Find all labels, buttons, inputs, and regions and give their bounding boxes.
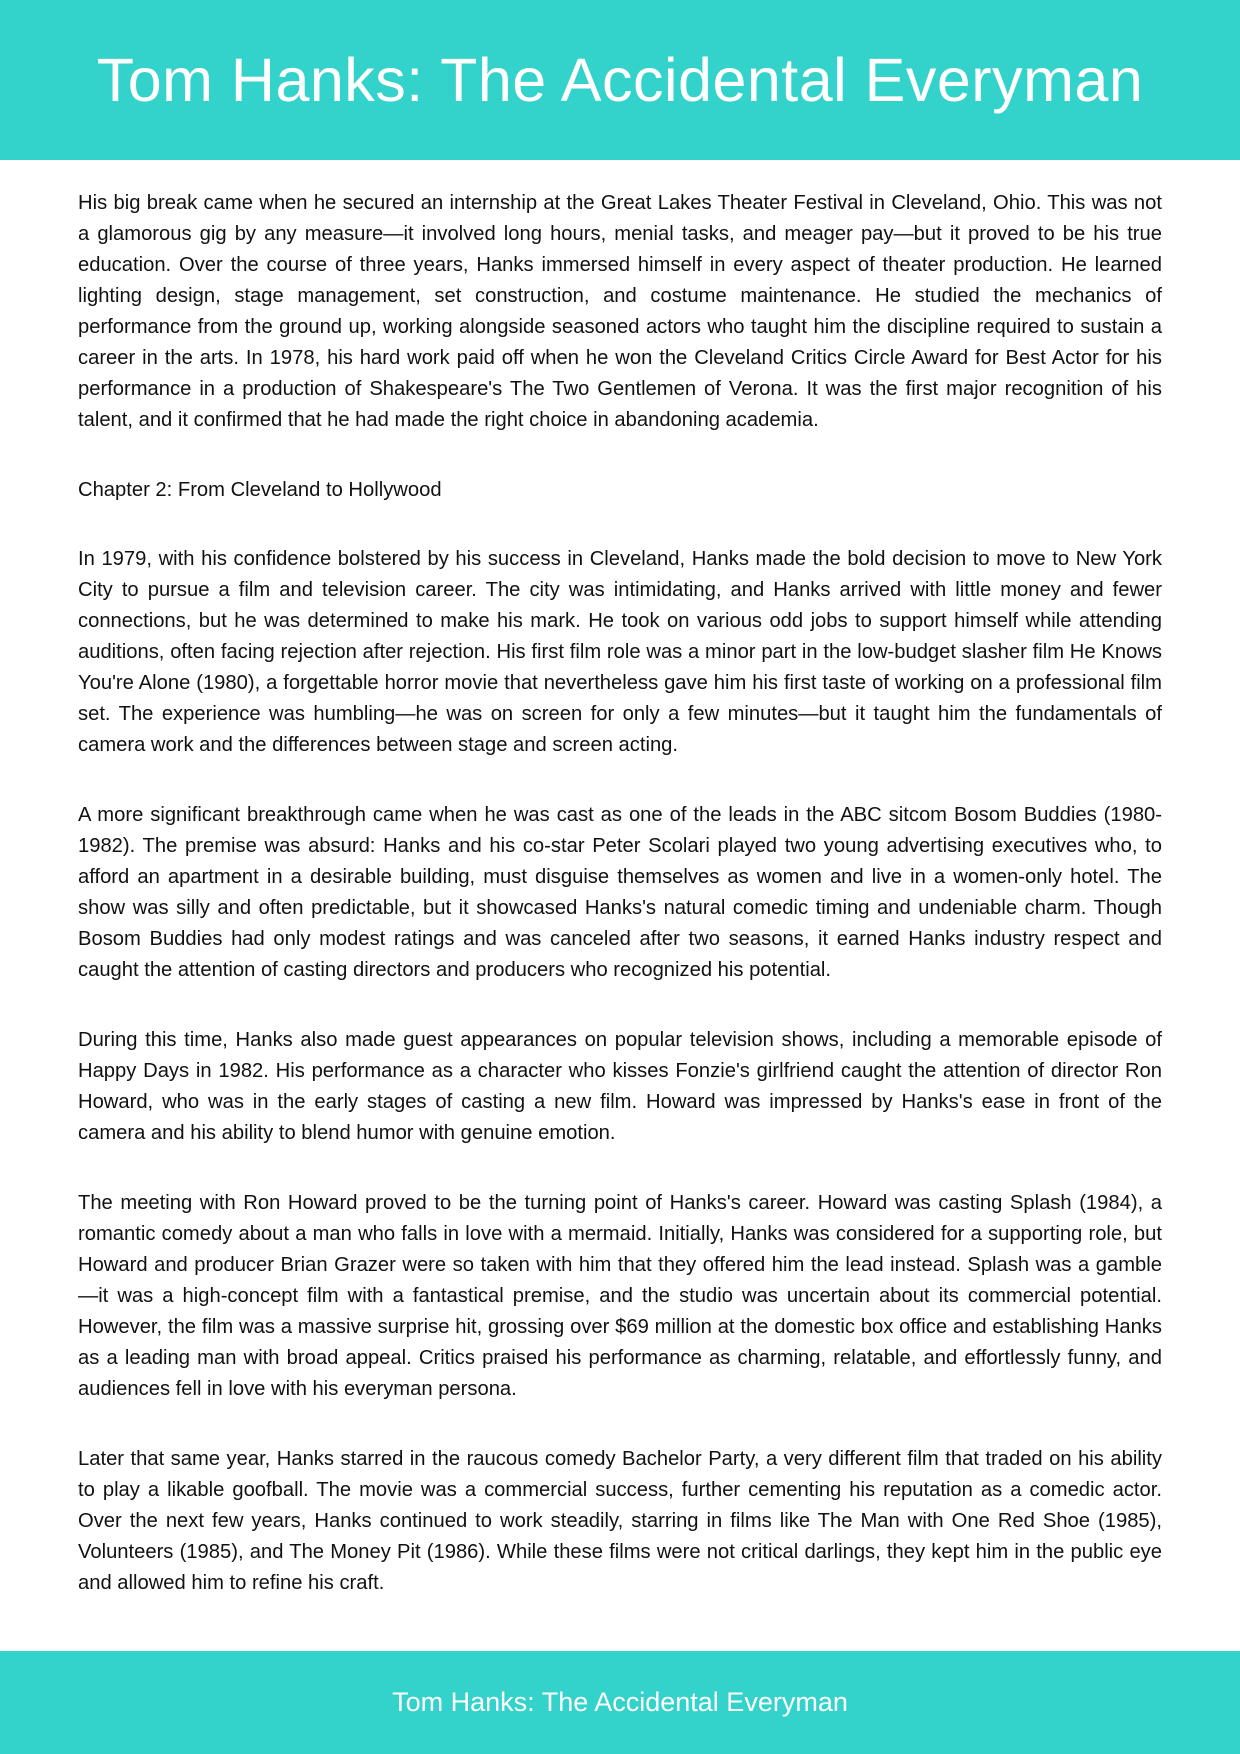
page-header: [0, 0, 1240, 160]
page-title: Tom Hanks: The Accidental Everyman: [96, 45, 1144, 114]
page-body: [78, 188, 1162, 1638]
body-paragraph-6: Later that same year, Hanks starred in the raucous comedy Bachelor Party, a very different film that traded on his ability to play a likable goofball. The movie was a commercial success, further cementing his reputation as a comedic actor. Over the next few years, Hanks continued to work steadily, starring in films like The Man with One Red Shoe (1985), Volunteers (1985), and The Money Pit (1986). While these films were not critical darlings, they kept him in the public eye and allowed him to refine his craft.: [78, 1448, 1162, 1594]
body-paragraph-4: During this time, Hanks also made guest appearances on popular television shows, including a memorable episode of Happy Days in 1982. His performance as a character who kisses Fonzie's girlfriend caught the attention of director Ron Howard, who was in the early stages of casting a new film. Howard was impressed by Hanks's ease in front of the camera and his ability to blend humor with genuine emotion.: [78, 1029, 1162, 1144]
body-paragraph-2: In 1979, with his confidence bolstered by his success in Cleveland, Hanks made the bold decision to move to New York City to pursue a film and television career. The city was intimidating, and Hanks arrived with little money and fewer connections, but he was determined to make his mark. He took on various odd jobs to support himself while attending auditions, often facing rejection after rejection. His first film role was a minor part in the low-budget slasher film He Knows You're Alone (1980), a forgettable horror movie that nevertheless gave him his first taste of working on a professional film set. The experience was humbling—he was on screen for only a few minutes—but it taught him the fundamentals of camera work and the differences between stage and screen acting.: [78, 548, 1162, 756]
page-footer: [0, 1651, 1240, 1754]
chapter-heading: Chapter 2: From Cleveland to Hollywood: [78, 479, 442, 501]
body-paragraph-1: His big break came when he secured an internship at the Great Lakes Theater Festival in Cleveland, Ohio. This was not a glamorous gig by any measure—it involved long hours, menial tasks, and meager pay—but it proved to be his true education. Over the course of three years, Hanks immersed himself in every aspect of theater production. He learned lighting design, stage management, set construction, and costume maintenance. He studied the mechanics of performance from the ground up, working alongside seasoned actors who taught him the discipline required to sustain a career in the arts. In 1978, his hard work paid off when he won the Cleveland Critics Circle Award for Best Actor for his performance in a production of Shakespeare's The Two Gentlemen of Verona. It was the first major recognition of his talent, and it confirmed that he had made the right choice in abandoning academia.: [78, 192, 1162, 431]
body-paragraph-3: A more significant breakthrough came when he was cast as one of the leads in the ABC sitcom Bosom Buddies (1980-1982). The premise was absurd: Hanks and his co-star Peter Scolari played two young advertising executives who, to afford an apartment in a desirable building, must disguise themselves as women and live in a women-only hotel. The show was silly and often predictable, but it showcased Hanks's natural comedic timing and undeniable charm. Though Bosom Buddies had only modest ratings and was canceled after two seasons, it earned Hanks industry respect and caught the attention of casting directors and producers who recognized his potential.: [78, 804, 1162, 981]
footer-title: Tom Hanks: The Accidental Everyman: [392, 1687, 848, 1717]
body-paragraph-5: The meeting with Ron Howard proved to be the turning point of Hanks's career. Howard was casting Splash (1984), a romantic comedy about a man who falls in love with a mermaid. Initially, Hanks was considered for a supporting role, but Howard and producer Brian Grazer were so taken with him that they offered him the lead instead. Splash was a gamble—it was a high-concept film with a fantastical premise, and the studio was uncertain about its commercial potential. However, the film was a massive surprise hit, grossing over $69 million at the domestic box office and establishing Hanks as a leading man with broad appeal. Critics praised his performance as charming, relatable, and effortlessly funny, and audiences fell in love with his everyman persona.: [78, 1192, 1162, 1400]
